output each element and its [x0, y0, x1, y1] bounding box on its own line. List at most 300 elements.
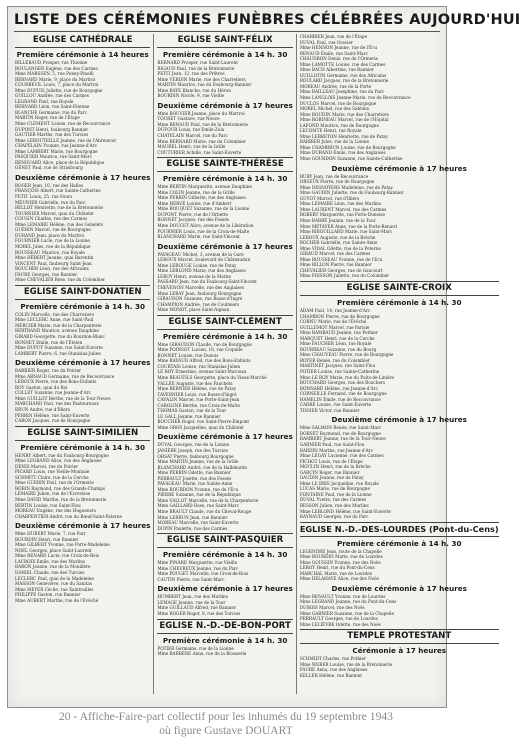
church-heading: EGLISE SAINTE-THÉRÈSE: [157, 157, 292, 172]
deceased-entry: Mme BARRÈRE Anne, rue de la Brasserie: [157, 651, 247, 657]
deceased-entry: BERTIN Louise, rue Saint-Flou: [15, 502, 81, 508]
deceased-entry: TOURET Gustave, rue Neuve: [157, 116, 220, 122]
deceased-entry: GENET Paul, rue de Strasbourg: [15, 165, 83, 171]
deceased-entry: Mme GARNIER Suzanne, rue de la Chapelle: [299, 610, 394, 616]
deceased-entry: Mme HUBERT Marie, 7, rue Parr: [15, 531, 86, 537]
deceased-entry: Mme VALLOT Marcelle, rue de la Charpenterie: [157, 497, 259, 503]
deceased-entry: DUBOIS Marcel, rue des Noës: [299, 605, 365, 611]
deceased-entry: BOUCHER Léon, rue des Africains: [15, 266, 89, 272]
deceased-entry: CHATELAIN Marcel, rue du Parc: [157, 133, 228, 139]
deceased-entry: Mme DOUCET Alice, avenue de la Libération: [157, 223, 254, 229]
deceased-entry: LEGENDRE Jean, route de la Chapelle: [299, 548, 382, 554]
deceased-entry: PAVAGEAU Marie, rue Sainte-Anne: [157, 481, 233, 487]
deceased-entry: HAMELIN Émile, rue de Recouvrance: [299, 396, 381, 402]
deceased-list: [157, 646, 292, 657]
deceased-entry: FAURE Anna, rue des Anglaises: [299, 667, 368, 673]
deceased-entry: DORSET Raymond, rue de Bourgogne: [299, 430, 381, 436]
deceased-entry: GARCIN Roger, rue Bannier: [299, 469, 360, 475]
ceremony-time-heading: Deuxième cérémonie à 17 heures: [157, 241, 293, 251]
deceased-entry: Mme HÉBERT Jeanne, quai Barentin: [15, 255, 94, 261]
deceased-list: [157, 184, 292, 239]
deceased-entry: Mme BOURDON Yvonne, rue de l'Écu: [157, 486, 239, 492]
deceased-entry: FONTAINE Paul, rue de la Lionne: [299, 491, 372, 497]
deceased-entry: Mme DESNOYERS Madeleine, rue de Patay: [299, 184, 394, 190]
deceased-entry: Mme MARTIN Jeanne, rue de la Grille: [157, 459, 239, 465]
deceased-list: [300, 174, 499, 279]
deceased-entry: MOULIN Henri, rue de la Brèche: [299, 464, 371, 470]
deceased-list: [15, 60, 150, 171]
deceased-entry: MEUNIER Gabrielle, rue du Parc: [15, 199, 86, 205]
deceased-entry: THOMAS Gaston, rue de la Tour: [157, 408, 227, 414]
deceased-entry: PERRAULT Josette, rue des Fossés: [157, 475, 232, 481]
deceased-entry: Mme LAMOTTE Louise, rue des Carmes: [299, 61, 386, 67]
deceased-entry: Mme BAYE Blanche, rue du Héron: [157, 87, 231, 93]
deceased-entry: Mme PINARD Marguerite, rue Vieille: [157, 560, 238, 566]
deceased-entry: BESSON Julien, rue des Murlins: [299, 503, 369, 509]
ceremony-time-heading: Deuxième cérémonie à 17 heures: [331, 583, 467, 593]
deceased-entry: LAMBERT Pierre, 6, rue Stanislas-Julien: [15, 350, 101, 356]
caption-line-1: 20 - Affiche-Faire-part collectif pour les inhumés du 19 septembre 1943: [59, 710, 393, 723]
deceased-entry: Mme BILLON Pierre, rue Bannier: [299, 262, 372, 268]
deceased-entry: RIGAUD Paul, rue de la Bretonnerie: [157, 65, 235, 71]
deceased-entry: Mme GAUDIN Juliette, rue du Faubourg-Bannier: [299, 190, 404, 196]
church-heading: EGLISE N.-D.-DES-LOURDES (Pont-du-Cens): [300, 522, 499, 537]
deceased-entry: POTIER Germaine, rue de la Lionne: [157, 645, 234, 651]
deceased-entry: COUTURIER Achille, rue Saint-Euverte: [157, 149, 242, 155]
deceased-entry: Mme HENNON Jeanne, rue de l'Écu: [299, 45, 378, 51]
deceased-entry: Mme SALMON Renée, rue Saint-Marc: [299, 425, 382, 431]
deceased-entry: BELLOT Henriette, rue de la Bretonnerie: [15, 205, 104, 211]
deceased-entry: GUYOT Marcel, rue d'Illiers: [299, 195, 360, 201]
deceased-entry: LEROUX Marcel, boulevard de Châteaudun: [157, 257, 251, 263]
deceased-entry: Mme LEGRAND Jeanne, rue du Pont-du-Cens: [299, 599, 397, 605]
ceremony-time-heading: Première cérémonie à 14 h. 30: [162, 635, 288, 645]
deceased-entry: Mme PERRIN Gilberte, rue des Anglaises: [157, 195, 246, 201]
deceased-entry: CORNEILLE Fernand, rue de Bourgogne: [299, 391, 387, 397]
deceased-entry: Mme LEBAY Jean, faubourg Bourgogne: [157, 290, 242, 296]
church-heading: EGLISE SAINT-DONATIEN: [15, 285, 150, 300]
deceased-entry: DUPIN Paulette, rue des Carmes: [157, 525, 228, 531]
deceased-entry: RAYNAUD Georges, rue du Parc: [299, 514, 369, 520]
deceased-entry: TISSIER Victor, rue Bannier: [299, 407, 360, 413]
deceased-entry: Mme BOURDIN Marie, rue de Lourdes: [299, 554, 383, 560]
deceased-entry: Mme LANGLOIS Jeanne-Marie, rue de Recouvrance: [299, 95, 411, 101]
ceremony-time-heading: Cérémonie à 17 heures: [352, 646, 447, 656]
deceased-entry: MARCHAL Marie, rue de Lourdes: [299, 570, 372, 576]
deceased-entry: LEROUX Pierre, rue des Bons-Enfants: [15, 379, 97, 385]
deceased-entry: Mme GOUSSIN Yvonne, rue des Noës: [299, 559, 381, 565]
deceased-entry: Mme BAILLEAU Joséphine, rue du Parc: [299, 89, 385, 95]
deceased-entry: VALLÉE Auguste, rue des Fauchets: [157, 380, 233, 386]
deceased-entry: Mme BRAULT Claude, rue du Cheval-Rouge: [157, 509, 252, 514]
deceased-entry: Mme LEMAIRE Hélène, rue des Gobelets: [15, 221, 104, 227]
deceased-list: [157, 342, 292, 431]
deceased-entry: Mme DELAHAYE Alice, rue des Noës: [299, 576, 379, 582]
deceased-entry: JANIÈRE Joseph, rue des Turcies: [157, 447, 228, 453]
deceased-entry: Mme POISSON Juliette, rue du Colombier: [299, 273, 390, 279]
deceased-entry: LECLERC Paul, quai de la Madeleine: [15, 575, 94, 581]
ceremony-time-heading: Deuxième cérémonie à 17 heures: [331, 415, 467, 425]
deceased-entry: Mme LEMAIRE Léon, rue des Murlins: [299, 201, 382, 207]
deceased-entry: PASQUIER Maurice, rue Saint-Marc: [15, 154, 92, 160]
deceased-entry: SCHMIDT Charles, rue Pothier: [299, 656, 366, 662]
deceased-entry: GIRARD Georgette, rue du Bourdon-Blanc: [15, 333, 105, 339]
deceased-entry: DANIEL Claude, rue des Turcies: [15, 570, 85, 576]
ceremony-time-heading: Première cérémonie à 14 h. 30: [336, 297, 462, 307]
deceased-entry: Mme LELIÈVRE Odette, rue des Noës: [299, 621, 381, 627]
deceased-entry: THEVENON Marcelle, rue des Anglaises: [157, 284, 245, 290]
deceased-entry: BARBIER Roger, rue du Poirier: [15, 368, 82, 374]
deceased-entry: Mme LECLERC Anne, rue Saint-Paul: [15, 317, 94, 323]
deceased-entry: Mme GUILLOT Berthe, rue de la Tour-Neuve: [15, 395, 111, 401]
deceased-entry: CHAMBON Pierre, rue de Bourgogne: [299, 313, 380, 319]
deceased-entry: GAUDIN Jeanne, rue de Patay: [299, 475, 364, 481]
deceased-list: [15, 453, 150, 520]
deceased-entry: MERCIER Marie, rue de la Charpenterie: [15, 322, 102, 328]
deceased-entry: RUBY Jean, rue de Recouvrance: [299, 173, 369, 179]
deceased-entry: GUILLOU Andrée, rue des Carmes: [15, 93, 89, 99]
deceased-entry: DUPONT Pierre, rue de l'Orbette: [157, 211, 229, 217]
deceased-entry: Mme ROUSSEAU Yvonne, rue de l'Ecu: [299, 256, 383, 262]
deceased-entry: TOURNIER Marcel, quai du Châtelet: [15, 210, 94, 216]
deceased-entry: MARTIN Maurice, rue du Faubourg-Bannier: [157, 82, 252, 88]
deceased-entry: Mme AUBERT Marthe, rue de l'Évêché: [15, 597, 99, 603]
deceased-entry: Mme GILBERT Yvonne, rue Porte-Madeleine: [15, 542, 110, 548]
deceased-entry: GARNIER Paul, rue Saint-Flou: [299, 442, 365, 447]
deceased-entry: CHEVALIER Georges, rue de Gaucourt: [299, 267, 383, 273]
deceased-entry: Mme RENAULT Yvonne, rue de Lourdes: [299, 593, 386, 599]
deceased-entry: COUSIN Charles, rue des Carmes: [15, 216, 88, 222]
deceased-entry: PAVAGEAU Michel, 3, avenue de la Gare: [157, 251, 244, 257]
deceased-entry: Mme COLIN Jeanne, rue de la Grille: [157, 189, 235, 195]
deceased-entry: BLANCHARD André, rue de la Hallebarde: [157, 464, 248, 470]
deceased-entry: Mme RAMBAUD Jeanne, rue Pothier: [299, 330, 378, 336]
deceased-entry: COURTAIS Louise, rue Stanislas-Julien: [157, 363, 241, 369]
deceased-entry: Mme DURAND Émile, rue des Anglaises: [299, 150, 386, 156]
deceased-entry: CAVALIN Marcel, rue Porte-Saint-Jean: [157, 397, 240, 403]
deceased-entry: Mme RIBOUILLARD Marie, rue Saint-Marc: [299, 229, 393, 235]
deceased-entry: ROY Gaston, quai du Roi: [15, 384, 68, 390]
poster-column-2: [153, 34, 295, 694]
deceased-entry: Mme VIDAL Odette, rue de la Poterne: [299, 245, 381, 251]
deceased-entry: PICARD Louis, rue Vieille-Monnaie: [15, 469, 90, 475]
deceased-entry: FOURNIER Louis, rue de la Croix-de-Malte: [157, 228, 250, 234]
deceased-entry: BERNARD Léon, rue Saint-Etienne: [15, 104, 90, 110]
deceased-entry: MARTINET Jacques, rue Saint-Flou: [299, 363, 376, 369]
deceased-entry: LUCAS Marie, rue de Bourgogne: [299, 486, 370, 492]
deceased-entry: DUPONT Henri, faubourg Bannier: [15, 126, 89, 132]
deceased-entry: CHAMPION Andrée, rue de Coulmiers: [157, 301, 240, 307]
deceased-entry: Mme LE BRIS Jacqueline, rue Royale: [299, 480, 379, 486]
deceased-entry: Mme BOUVIER Jeanne, place du Martroi: [157, 110, 245, 116]
ceremony-time-heading: Première cérémonie à 14 h. 30: [162, 174, 288, 184]
ceremony-time-heading: Deuxième cérémonie à 17 heures: [157, 432, 293, 442]
deceased-entry: Mme DUPUIS Juliette, rue de Bourgogne: [15, 87, 103, 93]
deceased-entry: Mme FAUCHER Léon, rue Royale: [299, 341, 372, 347]
deceased-entry: RAMBERT Jeanne, rue de la Tour-Neuve: [299, 436, 386, 442]
poster-columns: [12, 34, 499, 694]
deceased-entry: LEMAIRE Julien, rue de l'Ecrevisse: [15, 491, 91, 497]
ceremony-time-heading: Première cérémonie à 14 h. 30: [162, 550, 288, 560]
deceased-entry: Mme LEBLOND Hélène, rue Saint-Euverte: [299, 508, 391, 514]
deceased-entry: Mme RENARD Lucie, rue Croix-de-Bois: [15, 553, 100, 559]
deceased-entry: MOREL Jules, rue de la République: [15, 243, 91, 249]
deceased-list: [157, 442, 292, 531]
deceased-entry: MAUREL Henri, rue de la Grille: [157, 144, 226, 150]
ceremony-time-heading: Première cérémonie à 14 h. 30: [20, 301, 145, 311]
deceased-entry: Mme POUGET Marcelle, rue Croix-de-Bois: [157, 571, 249, 577]
deceased-entry: MOREAU Eugène, rue des Huguenots: [15, 508, 96, 514]
deceased-entry: DENIS Marcel, rue du Poirier: [15, 463, 79, 469]
deceased-entry: VINCENT Paul, faubourg Saint-Jean: [15, 260, 92, 266]
deceased-entry: CORNU Marie, rue de l'Évêché: [299, 319, 367, 325]
deceased-entry: PIERRE Suzanne, rue de la République: [157, 492, 241, 498]
deceased-entry: BONNET Emile, rue de l'Ételon: [15, 339, 83, 345]
deceased-entry: BARDIN Marthe, rue Jeanne-d'Arc: [299, 447, 374, 453]
deceased-entry: PICHOT Louis, rue de l'Étape: [299, 458, 363, 464]
deceased-entry: Mme LEROUGE Louise, rue de Patay: [157, 262, 237, 268]
deceased-entry: ROUSSEAU Maurice, rue Royale: [15, 249, 85, 255]
deceased-entry: Mme MONOT, place Saint-Aignan: [157, 307, 230, 313]
deceased-entry: CHAUDRON Denis, rue de l'Ormerie: [299, 56, 379, 62]
deceased-entry: ROYER Renée, rue du Colombier: [299, 357, 370, 363]
deceased-entry: Mme CLÉMENT Louise, rue de Recouvrance: [15, 121, 111, 127]
deceased-entry: NOEL Georges, place Saint-Laurent: [15, 547, 92, 553]
deceased-list: [157, 111, 292, 155]
ceremony-time-heading: Deuxième cérémonie à 17 heures: [15, 358, 151, 368]
deceased-list: [300, 425, 499, 519]
deceased-entry: BERNARD Marie, 9, place du Martroi: [15, 76, 96, 82]
deceased-entry: PHILIPPE Gaston, rue Bannier: [15, 592, 81, 598]
deceased-entry: Mme GAILLARD Rose, rue Saint-Marc: [157, 503, 240, 509]
deceased-entry: Mme BOUDIN Marie, rue des Charretiers: [299, 111, 389, 117]
deceased-entry: LE ROY Ernestine, avenue Saint-Marceau: [157, 369, 247, 375]
deceased-entry: Mme GIRAUDON Claude, rue de Bourgogne: [157, 341, 252, 347]
ceremony-time-heading: Première cérémonie à 14 h. 30: [336, 538, 462, 548]
deceased-entry: CHARPENTIER André, rue du Bœuf-Saint-Paterne: [15, 513, 123, 519]
church-heading: EGLISE SAINT-SIMILIEN: [15, 426, 150, 441]
deceased-entry: Mme RAVAUD Alfred, rue des Bons-Enfants: [157, 358, 251, 364]
deceased-entry: Mme DUPUY Suzanne, rue Saint-Euverte: [15, 345, 103, 351]
deceased-entry: Mme BEAUFILS Georgette, place du Vieux-Marché: [157, 374, 267, 380]
deceased-entry: PETIT Louis, 25, rue Fours: [15, 194, 73, 200]
deceased-entry: DUVAL Yvette, rue des Carmes: [299, 497, 367, 503]
deceased-entry: COURBEVIL Louis, 7, place du Martroi: [15, 82, 99, 88]
deceased-entry: GUILLEMOT Marcel, rue Parisie: [299, 324, 370, 330]
deceased-entry: Mme MEYER Cécile, rue Xaintrailles: [15, 586, 94, 592]
deceased-entry: LAFOND Maurice, rue de Bourgogne: [299, 122, 379, 128]
deceased-entry: Mme WEBER Louise, rue de la Bretonnerie: [299, 661, 393, 667]
deceased-entry: LE GALL Jeanne, rue Bannier: [157, 413, 221, 419]
deceased-entry: Mme MARSSEN, 5, rue Poney-Pinelli: [15, 71, 94, 77]
deceased-entry: Mme DAVID Marthe, rue de la Bretonnerie: [15, 497, 107, 502]
deceased-entry: BONNET Louise, rue Dunois: [157, 352, 219, 358]
deceased-entry: CHAPELAIN Yvonne, rue Jeanne-d'Arc: [15, 143, 98, 149]
deceased-entry: DUVAL Paul, rue Gravier: [299, 39, 353, 45]
deceased-entry: ROBIN Raymond, rue des Grands-Champs: [15, 485, 106, 491]
deceased-entry: PERRIN Hélène, rue Saint-Euverte: [15, 412, 90, 418]
deceased-entry: Mme CHAUVEAU Pierre, rue de Bourgogne: [299, 352, 394, 358]
deceased-entry: LEGRAND Paul, rue Royale: [15, 98, 74, 104]
church-heading: EGLISE SAINT-PASQUIER: [157, 533, 292, 548]
church-heading: EGLISE SAINT-FÉLIX: [157, 34, 292, 48]
funeral-poster: [7, 6, 520, 708]
caption: [0, 710, 452, 738]
deceased-entry: BLANCHARD Marie, rue Saint-Vincent: [157, 234, 240, 240]
deceased-entry: ADAM Paul, 14, rue Jeanne-d'Arc: [299, 307, 371, 313]
church-heading: TEMPLE PROTESTANT: [300, 629, 499, 644]
ceremony-time-heading: Première cérémonie à 14 heures: [16, 50, 149, 59]
deceased-entry: Mme LEGAY Lucienne, rue des Carmes: [299, 453, 384, 459]
deceased-entry: Mme LAMBERT Marie, rue Bourgogne: [15, 148, 98, 154]
deceased-entry: FOURNIER Lucie, rue de la Lionne: [15, 238, 90, 244]
deceased-list: [15, 312, 150, 356]
deceased-entry: Mme BARRÉ Jeanne, rue de la Tour: [299, 217, 376, 223]
deceased-entry: COLIN Marcelle, rue des Charretiers: [15, 311, 95, 317]
deceased-entry: TAVERNIER Louis, rue Basse-d'Ingré: [157, 391, 237, 397]
church-heading: EGLISE SAINT-CLÉMENT: [157, 315, 292, 330]
deceased-list: [15, 531, 150, 603]
deceased-entry: CAUTIN Pierre, rue Saint-Marc: [157, 576, 225, 582]
deceased-entry: MOREAU Andrée, rue de la Porte: [299, 83, 372, 89]
deceased-entry: BOULANGER Eugène, rue des Carmes: [15, 65, 98, 71]
deceased-list: [157, 252, 292, 313]
deceased-entry: BOURDIN Nicole, 9, rue Vieille: [157, 93, 225, 99]
ceremony-time-heading: Deuxième cérémonie à 17 heures: [15, 521, 151, 531]
deceased-entry: POTIER Louise, rue Sainte-Catherine: [299, 368, 380, 374]
deceased-list: [157, 60, 292, 99]
deceased-list: [300, 656, 499, 678]
deceased-entry: Mme GOURDON Suzanne, rue Sainte-Catherine: [299, 156, 403, 162]
deceased-entry: ROGER Jean, 10, rue des Halles: [15, 182, 84, 188]
deceased-entry: Mme GROS Jacqueline, quai du Châtelet: [157, 424, 244, 430]
deceased-entry: Mme LEBOUTEILLE Jeanne, rue de l'Abreuvoir: [15, 137, 117, 143]
deceased-entry: Mme LEBRUN Jean, rue Bannier: [157, 514, 228, 520]
deceased-entry: Mme LEGRAND Alice, rue des Anglaises: [15, 458, 102, 464]
deceased-entry: CAROLINE Berthe, rue Croix-de-Malte: [157, 402, 240, 408]
deceased-list: [157, 594, 292, 616]
deceased-entry: COLLET Suzanne, rue Jeanne-d'Arc: [15, 390, 91, 396]
deceased-entry: LEROY Henri, avenue de la Marne: [157, 273, 231, 279]
poster-column-3: [296, 34, 502, 694]
deceased-entry: Mme LE ROY Marie, rue du Puits-de-Linière: [299, 374, 395, 380]
deceased-entry: BARON Jeanne, rue de la Mouillère: [15, 564, 91, 570]
deceased-entry: Mme MÉTAYER Anne, rue de la Porte-Renard: [299, 223, 397, 229]
deceased-entry: DUCLOS Marcel, rue de Bourgogne: [299, 100, 377, 106]
deceased-entry: Mme PERRIN Odette, rue Bannier: [157, 470, 231, 476]
deceased-entry: GUÉRIN Marcel, rue de Bourgogne: [15, 227, 91, 233]
deceased-entry: MARTIN Roger, rue de l'Étape: [15, 115, 80, 121]
deceased-list: [15, 368, 150, 423]
deceased-entry: KELLER Hélène, rue Bannier: [299, 672, 363, 678]
deceased-entry: MOREL Michel, rue des Sablons: [299, 106, 369, 112]
deceased-entry: BERTRAND Maurice, avenue Dauphine: [15, 328, 99, 334]
caption-line-2: où figure Gustave DOUART: [159, 724, 293, 737]
deceased-entry: Mme BERTIN Marguerite, avenue Dauphine: [157, 184, 252, 190]
church-heading: EGLISE CATHÉDRALE: [15, 34, 150, 48]
deceased-list: [15, 183, 150, 283]
deceased-entry: Mme GUILLAUD Alfred, rue Bannier: [157, 605, 236, 611]
deceased-entry: BONNARD Hélène, rue Jeanne-d'Arc: [299, 385, 379, 391]
deceased-entry: PETIT Jean, 12, rue des Prêtres: [157, 71, 225, 77]
deceased-entry: Mme BOUQUET Suzanne, rue de la Lionne: [157, 206, 250, 212]
deceased-entry: BOUCHER Roger, rue Saint-Pierre-Empont: [157, 419, 250, 425]
ceremony-time-heading: Deuxième cérémonie à 17 heures: [331, 163, 467, 173]
deceased-entry: HUMBERT Jean, rue des Murlins: [157, 594, 228, 600]
church-heading: EGLISE N.-D.-DE-BON-PORT: [157, 619, 292, 634]
deceased-entry: BLANCHE Germaine, rue du Parc: [15, 109, 87, 115]
deceased-entry: Mme ROGER Roger, 8, rue des Turcies: [157, 611, 241, 617]
deceased-list: [300, 549, 499, 582]
deceased-entry: BRUN André, rue d'Illiers: [15, 406, 70, 412]
deceased-entry: LACROIX Emile, rue des Murlins: [15, 558, 86, 564]
deceased-entry: MARQUET Henri, rue de la Cerche: [299, 335, 375, 341]
deceased-entry: Mme LAURENT Marcel, rue des Carmes: [299, 206, 387, 212]
deceased-entry: BOULARD Jacques, rue de la Bretonnerie: [299, 78, 389, 84]
ceremony-time-heading: Première cérémonie à 14 h. 30: [162, 50, 288, 59]
deceased-entry: Mme BERNARD Marie, rue du Colombier: [157, 138, 246, 144]
deceased-entry: Mme BERNIER Hélène, rue de Patay: [157, 386, 237, 392]
deceased-entry: BERNARD Prosper, rue Saint-Laurent: [157, 60, 238, 65]
deceased-entry: LEROY Henri, rue du Pont-du-Cens: [299, 565, 375, 571]
deceased-entry: BOUCHARD Georges, rue des Bouchers: [299, 380, 386, 386]
deceased-entry: HENRY Albert, rue du Faubourg-Bourgogne: [15, 452, 109, 458]
deceased-list: [157, 560, 292, 582]
deceased-entry: Mme LEBLOND Marie, rue des Anglaises: [157, 268, 246, 274]
deceased-entry: BARBIER Jules, rue de la Lionne: [299, 139, 370, 145]
deceased-entry: Mme RENAUD Paul, rue de la Bretonnerie: [157, 121, 249, 127]
deceased-entry: Mme GUERIN Paul, rue de l'Ormerie: [15, 480, 94, 486]
deceased-entry: PERRAULT Georges, rue de Lourdes: [299, 616, 378, 622]
deceased-entry: Mme VERDIN Marie, rue des Charretiers: [157, 76, 246, 82]
deceased-entry: Mme POINSOT Lucien, 18, rue Coquille: [157, 347, 243, 353]
deceased-entry: GIRAUD Marcel, rue des Carmes: [299, 251, 371, 257]
poster-title: LISTE DES CÉRÉMONIES FUNÈBRES CÉLÉBRÉES AUJOURD'HUI: [14, 12, 440, 32]
deceased-entry: Mme BACH Albertine, rue Bannier: [299, 67, 374, 73]
deceased-entry: FAURE Georges, rue Bannier: [15, 271, 78, 277]
deceased-list: [300, 308, 499, 413]
deceased-entry: GIRAUDON Suzanne, rue Basse-d'Ingré: [157, 296, 243, 302]
deceased-entry: FRANÇOIS Albert, rue Sainte-Catherine: [15, 188, 101, 194]
deceased-entry: Mme ROBINEAU Marcel, rue de l'Hôpital: [299, 117, 389, 123]
ceremony-time-heading: Première cérémonie à 14 h. 30: [162, 331, 288, 341]
deceased-entry: Mme LEBRETON Henriette, rue de Patay: [299, 133, 389, 139]
deceased-list: [300, 594, 499, 627]
deceased-entry: CARON Jacques, rue de Bourgogne: [15, 418, 91, 424]
deceased-entry: DUVAL Georges, rue de la Lionne: [157, 442, 230, 448]
deceased-entry: SCHMITT Claire, rue de la Cerche: [15, 474, 89, 480]
deceased-entry: ORSEUX Pierre, rue de Bourgogne: [299, 179, 375, 185]
deceased-entry: LECOMTE Henri, rue Royale: [299, 128, 362, 134]
deceased-entry: RENAUD Émile, rue Saint-Marc: [299, 50, 368, 56]
deceased-entry: BOURDIN Henri, rue Bannier: [15, 536, 79, 542]
deceased-entry: DUFOUR Louis, rue Emile-Zola: [157, 127, 225, 133]
ceremony-time-heading: Deuxième cérémonie à 17 heures: [157, 584, 293, 594]
church-heading: EGLISE SAINTE-CROIX: [300, 281, 499, 296]
deceased-entry: Mme CHEVALIER Rose, rue du Colombier: [15, 277, 105, 283]
deceased-entry: Mme HERVÉ Louise, rue d'Ambert: [157, 200, 232, 206]
deceased-entry: LEROUX Auguste, rue de la Brèche: [299, 234, 376, 240]
deceased-entry: Mme CHAMBRUN Louise, rue de Bourgogne: [299, 144, 396, 150]
deceased-entry: BILLEBAUD Prosper, rue Thionne: [15, 60, 88, 65]
deceased-entry: ROCHER Gabrielle, rue Sainte-Anne: [299, 240, 378, 246]
deceased-entry: GAUTIER Marthe, rue des Turcies: [15, 132, 89, 138]
ceremony-time-heading: Deuxième cérémonie à 17 heures: [15, 172, 151, 182]
ceremony-time-heading: Première cérémonie à 14 h. 30: [20, 442, 145, 452]
deceased-entry: BONNET Jacques, rue des Fossés: [157, 217, 229, 223]
deceased-entry: PASSARD Jean, rue du Faubourg-Saint-Vincent: [157, 279, 257, 285]
deceased-entry: BOURREAU Suzanne, rue du Bourg: [299, 346, 377, 352]
